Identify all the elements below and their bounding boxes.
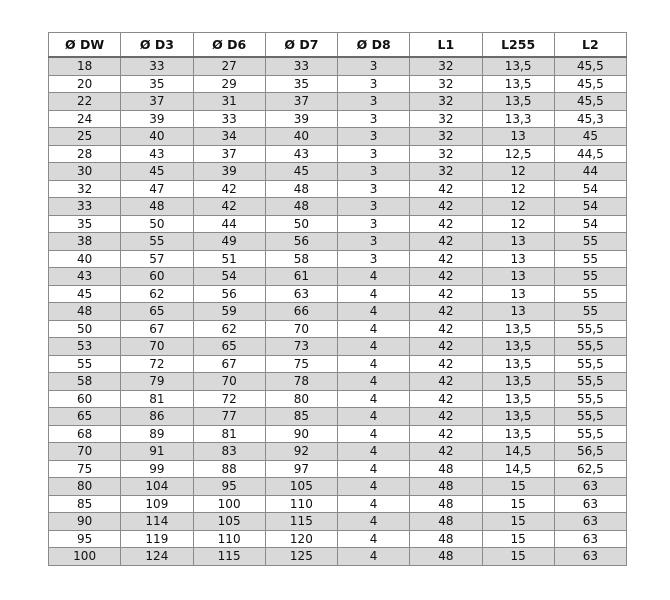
table-cell: 3 — [338, 180, 410, 198]
table-cell: 15 — [482, 495, 554, 513]
table-row — [49, 198, 627, 216]
table-cell: 58 — [265, 250, 337, 268]
table-row — [49, 110, 627, 128]
table-cell: 62 — [121, 285, 193, 303]
table-row — [49, 215, 627, 233]
table-cell: 77 — [193, 408, 265, 426]
table-cell: 70 — [193, 373, 265, 391]
table-cell: 22 — [49, 93, 121, 111]
table-cell: 55,5 — [554, 338, 626, 356]
table-cell: 15 — [482, 548, 554, 566]
table-cell: 14,5 — [482, 443, 554, 461]
table-cell: 42 — [410, 180, 482, 198]
table-row — [49, 425, 627, 443]
table-cell: 35 — [265, 75, 337, 93]
table-cell: 67 — [121, 320, 193, 338]
table-cell: 55 — [121, 233, 193, 251]
table-cell: 3 — [338, 145, 410, 163]
table-cell: 32 — [410, 93, 482, 111]
table-row — [49, 478, 627, 496]
table-cell: 42 — [410, 268, 482, 286]
table-cell: 15 — [482, 478, 554, 496]
header-cell-l1: L1 — [410, 33, 482, 58]
table-cell: 65 — [49, 408, 121, 426]
table-cell: 12 — [482, 180, 554, 198]
table-cell: 39 — [193, 163, 265, 181]
table-cell: 28 — [49, 145, 121, 163]
header-cell-d3: Ø D3 — [121, 33, 193, 58]
table-cell: 97 — [265, 460, 337, 478]
table-cell: 33 — [265, 57, 337, 75]
table-row — [49, 408, 627, 426]
table-cell: 3 — [338, 128, 410, 146]
table-cell: 39 — [265, 110, 337, 128]
table-cell: 42 — [410, 233, 482, 251]
table-cell: 3 — [338, 250, 410, 268]
table-cell: 42 — [410, 408, 482, 426]
table-row — [49, 460, 627, 478]
table-row — [49, 163, 627, 181]
table-cell: 75 — [49, 460, 121, 478]
table-cell: 34 — [193, 128, 265, 146]
table-cell: 55,5 — [554, 355, 626, 373]
table-cell: 67 — [193, 355, 265, 373]
table-cell: 15 — [482, 530, 554, 548]
header-cell-d8: Ø D8 — [338, 33, 410, 58]
table-cell: 42 — [410, 355, 482, 373]
table-cell: 83 — [193, 443, 265, 461]
header-row — [49, 33, 627, 58]
table-row — [49, 285, 627, 303]
table-cell: 45,5 — [554, 75, 626, 93]
table-cell: 80 — [265, 390, 337, 408]
table-cell: 56 — [193, 285, 265, 303]
table-row — [49, 530, 627, 548]
table-cell: 55 — [554, 250, 626, 268]
table-cell: 40 — [121, 128, 193, 146]
table-row — [49, 250, 627, 268]
table-cell: 3 — [338, 57, 410, 75]
table-cell: 50 — [265, 215, 337, 233]
table-cell: 32 — [49, 180, 121, 198]
table-cell: 31 — [193, 93, 265, 111]
table-cell: 13,5 — [482, 57, 554, 75]
table-cell: 48 — [410, 478, 482, 496]
table-cell: 95 — [49, 530, 121, 548]
table-cell: 68 — [49, 425, 121, 443]
table-cell: 48 — [410, 495, 482, 513]
table-cell: 48 — [121, 198, 193, 216]
table-cell: 63 — [554, 478, 626, 496]
table-cell: 48 — [265, 180, 337, 198]
table-cell: 38 — [49, 233, 121, 251]
table-cell: 4 — [338, 530, 410, 548]
table-cell: 104 — [121, 478, 193, 496]
table-cell: 48 — [410, 460, 482, 478]
table-row — [49, 145, 627, 163]
table-cell: 124 — [121, 548, 193, 566]
table-cell: 45,5 — [554, 57, 626, 75]
table-cell: 35 — [49, 215, 121, 233]
table-cell: 47 — [121, 180, 193, 198]
table-cell: 61 — [265, 268, 337, 286]
table-cell: 50 — [49, 320, 121, 338]
table-cell: 42 — [193, 180, 265, 198]
table-cell: 18 — [49, 57, 121, 75]
table-row — [49, 495, 627, 513]
table-cell: 42 — [410, 198, 482, 216]
table-cell: 99 — [121, 460, 193, 478]
table-cell: 42 — [410, 303, 482, 321]
table-cell: 43 — [265, 145, 337, 163]
table-cell: 3 — [338, 93, 410, 111]
table-cell: 78 — [265, 373, 337, 391]
table-cell: 29 — [193, 75, 265, 93]
table-cell: 95 — [193, 478, 265, 496]
table-cell: 120 — [265, 530, 337, 548]
table-cell: 27 — [193, 57, 265, 75]
table-cell: 14,5 — [482, 460, 554, 478]
table-cell: 4 — [338, 425, 410, 443]
table-cell: 4 — [338, 320, 410, 338]
table-cell: 4 — [338, 390, 410, 408]
table-cell: 59 — [193, 303, 265, 321]
table-cell: 4 — [338, 373, 410, 391]
table-cell: 63 — [554, 530, 626, 548]
table-cell: 48 — [49, 303, 121, 321]
table-row — [49, 355, 627, 373]
table-cell: 48 — [265, 198, 337, 216]
table-cell: 13 — [482, 285, 554, 303]
table-cell: 66 — [265, 303, 337, 321]
table-cell: 54 — [554, 198, 626, 216]
table-cell: 42 — [410, 425, 482, 443]
table-cell: 89 — [121, 425, 193, 443]
table-cell: 48 — [410, 513, 482, 531]
table-header — [49, 33, 627, 58]
table-cell: 32 — [410, 163, 482, 181]
table-cell: 42 — [410, 390, 482, 408]
table-cell: 33 — [49, 198, 121, 216]
table-cell: 40 — [265, 128, 337, 146]
table-cell: 37 — [121, 93, 193, 111]
table-cell: 30 — [49, 163, 121, 181]
table-row — [49, 128, 627, 146]
header-cell-dw: Ø DW — [49, 33, 121, 58]
table-cell: 13,5 — [482, 425, 554, 443]
table-cell: 55 — [49, 355, 121, 373]
table-cell: 13,5 — [482, 355, 554, 373]
table-cell: 3 — [338, 215, 410, 233]
table-cell: 35 — [121, 75, 193, 93]
table-row — [49, 93, 627, 111]
table-cell: 125 — [265, 548, 337, 566]
dimensions-table-container — [48, 32, 626, 566]
table-cell: 37 — [193, 145, 265, 163]
table-cell: 55,5 — [554, 390, 626, 408]
table-cell: 57 — [121, 250, 193, 268]
header-cell-d7: Ø D7 — [265, 33, 337, 58]
table-cell: 13,5 — [482, 338, 554, 356]
table-cell: 13,5 — [482, 390, 554, 408]
table-cell: 45,3 — [554, 110, 626, 128]
table-cell: 13 — [482, 268, 554, 286]
table-cell: 105 — [193, 513, 265, 531]
table-cell: 40 — [49, 250, 121, 268]
table-cell: 105 — [265, 478, 337, 496]
table-cell: 55 — [554, 268, 626, 286]
table-cell: 3 — [338, 75, 410, 93]
table-cell: 42 — [410, 215, 482, 233]
table-cell: 25 — [49, 128, 121, 146]
table-cell: 45 — [121, 163, 193, 181]
table-row — [49, 373, 627, 391]
table-cell: 13,5 — [482, 408, 554, 426]
table-cell: 4 — [338, 478, 410, 496]
table-row — [49, 75, 627, 93]
table-cell: 110 — [193, 530, 265, 548]
table-cell: 32 — [410, 128, 482, 146]
table-cell: 81 — [121, 390, 193, 408]
table-cell: 70 — [121, 338, 193, 356]
table-cell: 45 — [265, 163, 337, 181]
table-cell: 4 — [338, 268, 410, 286]
table-row — [49, 390, 627, 408]
table-cell: 70 — [49, 443, 121, 461]
table-cell: 12,5 — [482, 145, 554, 163]
table-cell: 53 — [49, 338, 121, 356]
table-cell: 90 — [49, 513, 121, 531]
table-cell: 55,5 — [554, 425, 626, 443]
table-cell: 90 — [265, 425, 337, 443]
table-row — [49, 233, 627, 251]
table-cell: 100 — [49, 548, 121, 566]
table-cell: 56,5 — [554, 443, 626, 461]
table-cell: 55,5 — [554, 408, 626, 426]
dimensions-table — [48, 32, 627, 566]
table-cell: 13,3 — [482, 110, 554, 128]
table-cell: 3 — [338, 233, 410, 251]
table-cell: 45 — [554, 128, 626, 146]
table-cell: 24 — [49, 110, 121, 128]
table-row — [49, 443, 627, 461]
table-cell: 42 — [193, 198, 265, 216]
table-cell: 44,5 — [554, 145, 626, 163]
table-cell: 50 — [121, 215, 193, 233]
table-cell: 48 — [410, 548, 482, 566]
table-cell: 55 — [554, 303, 626, 321]
table-cell: 13,5 — [482, 93, 554, 111]
table-cell: 115 — [193, 548, 265, 566]
table-cell: 73 — [265, 338, 337, 356]
header-cell-l2: L2 — [554, 33, 626, 58]
table-cell: 4 — [338, 303, 410, 321]
table-cell: 49 — [193, 233, 265, 251]
table-cell: 100 — [193, 495, 265, 513]
table-cell: 43 — [49, 268, 121, 286]
table-cell: 45 — [49, 285, 121, 303]
table-cell: 4 — [338, 408, 410, 426]
table-cell: 58 — [49, 373, 121, 391]
table-cell: 48 — [410, 530, 482, 548]
table-row — [49, 513, 627, 531]
table-cell: 62,5 — [554, 460, 626, 478]
table-cell: 20 — [49, 75, 121, 93]
table-cell: 42 — [410, 320, 482, 338]
table-cell: 13,5 — [482, 320, 554, 338]
table-cell: 114 — [121, 513, 193, 531]
table-cell: 43 — [121, 145, 193, 163]
table-cell: 70 — [265, 320, 337, 338]
table-row — [49, 303, 627, 321]
table-cell: 42 — [410, 338, 482, 356]
table-cell: 3 — [338, 110, 410, 128]
table-cell: 33 — [121, 57, 193, 75]
table-cell: 85 — [265, 408, 337, 426]
table-cell: 33 — [193, 110, 265, 128]
table-cell: 4 — [338, 513, 410, 531]
table-cell: 92 — [265, 443, 337, 461]
table-cell: 4 — [338, 338, 410, 356]
table-cell: 45,5 — [554, 93, 626, 111]
table-cell: 80 — [49, 478, 121, 496]
table-cell: 119 — [121, 530, 193, 548]
table-cell: 88 — [193, 460, 265, 478]
table-cell: 42 — [410, 285, 482, 303]
table-cell: 15 — [482, 513, 554, 531]
table-cell: 12 — [482, 215, 554, 233]
table-cell: 13,5 — [482, 75, 554, 93]
table-cell: 4 — [338, 460, 410, 478]
table-cell: 63 — [554, 548, 626, 566]
table-cell: 54 — [193, 268, 265, 286]
table-body — [49, 57, 627, 565]
table-cell: 60 — [121, 268, 193, 286]
table-cell: 63 — [554, 513, 626, 531]
table-cell: 86 — [121, 408, 193, 426]
table-cell: 13 — [482, 128, 554, 146]
table-cell: 32 — [410, 75, 482, 93]
table-row — [49, 338, 627, 356]
table-cell: 62 — [193, 320, 265, 338]
table-cell: 91 — [121, 443, 193, 461]
table-cell: 51 — [193, 250, 265, 268]
table-cell: 54 — [554, 215, 626, 233]
table-cell: 42 — [410, 373, 482, 391]
table-cell: 39 — [121, 110, 193, 128]
table-cell: 63 — [554, 495, 626, 513]
table-cell: 13 — [482, 233, 554, 251]
table-cell: 55 — [554, 285, 626, 303]
table-cell: 110 — [265, 495, 337, 513]
table-row — [49, 320, 627, 338]
table-cell: 81 — [193, 425, 265, 443]
table-cell: 79 — [121, 373, 193, 391]
table-row — [49, 548, 627, 566]
header-cell-l255: L255 — [482, 33, 554, 58]
table-row — [49, 268, 627, 286]
table-cell: 55,5 — [554, 320, 626, 338]
table-cell: 60 — [49, 390, 121, 408]
table-cell: 44 — [554, 163, 626, 181]
table-cell: 65 — [121, 303, 193, 321]
table-cell: 32 — [410, 57, 482, 75]
table-cell: 32 — [410, 110, 482, 128]
table-row — [49, 57, 627, 75]
table-cell: 3 — [338, 198, 410, 216]
table-cell: 44 — [193, 215, 265, 233]
table-cell: 65 — [193, 338, 265, 356]
table-cell: 37 — [265, 93, 337, 111]
table-cell: 12 — [482, 163, 554, 181]
table-cell: 42 — [410, 250, 482, 268]
table-cell: 75 — [265, 355, 337, 373]
table-cell: 55 — [554, 233, 626, 251]
table-cell: 4 — [338, 443, 410, 461]
table-row — [49, 180, 627, 198]
header-cell-d6: Ø D6 — [193, 33, 265, 58]
table-cell: 72 — [121, 355, 193, 373]
table-cell: 13 — [482, 250, 554, 268]
table-cell: 42 — [410, 443, 482, 461]
table-cell: 56 — [265, 233, 337, 251]
table-cell: 115 — [265, 513, 337, 531]
table-cell: 4 — [338, 548, 410, 566]
table-cell: 12 — [482, 198, 554, 216]
table-cell: 32 — [410, 145, 482, 163]
table-cell: 4 — [338, 495, 410, 513]
table-cell: 13 — [482, 303, 554, 321]
table-cell: 4 — [338, 285, 410, 303]
table-cell: 109 — [121, 495, 193, 513]
table-cell: 4 — [338, 355, 410, 373]
table-cell: 85 — [49, 495, 121, 513]
table-cell: 72 — [193, 390, 265, 408]
table-cell: 55,5 — [554, 373, 626, 391]
table-cell: 63 — [265, 285, 337, 303]
table-cell: 13,5 — [482, 373, 554, 391]
table-cell: 3 — [338, 163, 410, 181]
table-cell: 54 — [554, 180, 626, 198]
